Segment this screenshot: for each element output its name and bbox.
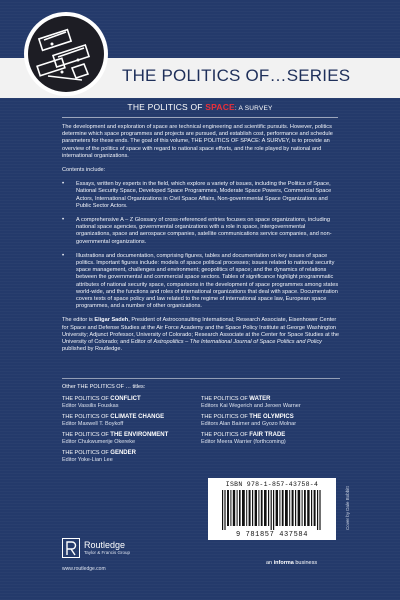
editor-name: Eligar Sadeh	[94, 317, 129, 324]
subtitle-highlight: SPACE	[205, 102, 235, 112]
series-logo-emblem	[22, 10, 110, 98]
title-editor: Editor Meera Warrier (forthcoming)	[201, 438, 286, 445]
contents-bullet: • A comprehensive A – Z Glossary of cross-referenced entries focuses on space organizations, including national space agencies, governmental organizations with a role in space, intergovernmental organizations, space and aerospace companies, satellite communications service companies, and non-governmental organizations.	[62, 217, 340, 246]
title-topic: THE ENVIRONMENT	[110, 432, 169, 438]
routledge-r-icon	[62, 538, 80, 558]
title-topic: FAIR TRADE	[249, 432, 286, 438]
title-editor: Editor Vassilis Fouskas	[62, 402, 119, 409]
editor-prefix: The editor is	[62, 317, 95, 324]
title-editor: Editor Chukwumerije Okereke	[62, 438, 136, 445]
title-entry	[201, 396, 340, 409]
editor-paragraph	[62, 317, 340, 353]
title-topic: THE OLYMPICS	[249, 414, 294, 420]
other-titles-columns	[62, 396, 340, 468]
publisher-group: Taylor & Francis Group	[84, 550, 131, 555]
title-topic: GENDER	[110, 450, 136, 456]
other-titles-section	[62, 378, 340, 481]
contents-label: Contents include:	[62, 167, 106, 174]
intro-paragraph: The development and exploration of space are technical engineering and scientific pursuits. However, politics determine which space programmes and projects are pursued, and establish cost, performance and schedule parameters for these ends. The goal of this volume, THE POLITICS OF SPACE: A SURVEY, is to provide an overview of the politics of space with regard to national space efforts, and the role played by national and international organizations.	[62, 124, 333, 159]
title-entry	[201, 432, 340, 445]
title-entry	[62, 396, 201, 409]
title-prefix: THE POLITICS OF	[62, 396, 111, 402]
title-editor: Editor Yoke-Lian Lee	[62, 456, 113, 463]
title-editor: Editor Maxwell T. Boykoff	[62, 420, 124, 427]
informa-brand: informa	[273, 560, 294, 566]
title-entry	[201, 414, 340, 427]
series-title: THE POLITICS OF…SERIES	[122, 66, 351, 85]
title-entry	[62, 450, 201, 463]
informa-suffix: business	[293, 560, 318, 566]
barcode-bars	[222, 490, 322, 530]
publisher-text	[84, 541, 130, 555]
subtitle-prefix: THE POLITICS OF	[127, 102, 206, 112]
cover-credit: Cover by Dale Bobbitt	[345, 486, 350, 530]
informa-business-mark	[266, 560, 317, 566]
contents-list	[62, 181, 340, 310]
title-prefix: THE POLITICS OF	[62, 450, 111, 456]
isbn-label: ISBN 978-1-857-43758-4	[225, 481, 319, 488]
title-prefix: THE POLITICS OF	[201, 432, 250, 438]
title-prefix: THE POLITICS OF	[201, 414, 250, 420]
description-block	[62, 124, 340, 360]
publisher-logo	[62, 538, 130, 558]
informa-prefix: an	[266, 560, 274, 566]
publisher-name: Routledge	[84, 540, 126, 550]
isbn-barcode	[208, 478, 336, 540]
barcode-digits: 9 781857 437584	[235, 531, 308, 539]
title-entry	[62, 414, 201, 427]
title-prefix: THE POLITICS OF	[62, 414, 111, 420]
editor-end: published by Routledge.	[62, 346, 123, 353]
title-editor: Editors Kai Wegerich and Jeroen Warner	[201, 402, 301, 409]
contents-bullet: • Illustrations and documentation, comprising figures, tables and documentation on key issues of space politics. Important figures include: models of space political processes; issues related to national security space management, challenges and environment; geopolitics of space; and the dynamics of relations between the governmental and commercial space sectors. Tables of significance highlight programmatic attributes of national security space, comparisons in the development of space programmes among states world-wide, and the functions and roles of international organizations that deal with space. Documentation covers texts of space policy and law related to the regime of international space law, European space programmes, and a number of other organizations.	[62, 253, 340, 311]
editor-journal: Astropolitics – The International Journal of Space Politics and Policy	[153, 339, 322, 346]
publisher-url[interactable]: www.routledge.com	[62, 566, 106, 572]
other-titles-right	[201, 396, 340, 468]
title-topic: CONFLICT	[110, 396, 141, 402]
title-prefix: THE POLITICS OF	[201, 396, 250, 402]
subtitle-suffix: : A SURVEY	[234, 105, 273, 112]
title-topic: CLIMATE CHANGE	[110, 414, 165, 420]
title-editor: Editors Alan Bairner and Gyozo Molnar	[201, 420, 297, 427]
other-titles-left	[62, 396, 201, 468]
title-entry	[62, 432, 201, 445]
title-prefix: THE POLITICS OF	[62, 432, 111, 438]
subtitle-divider	[62, 117, 338, 118]
editor-bio: , President of Astroconsulting International; Research Associate, Eisenhower Center for Space and Defense Studies at the Air Force Academy and the Space Policy Institute at George Washington University; Adjunct Professor, University of Colorado; Research Associate at the Center for Space Studies at the University of Colorado; and Editor of	[62, 317, 340, 346]
book-subtitle	[0, 102, 400, 112]
title-topic: WATER	[249, 396, 271, 402]
other-titles-heading: Other THE POLITICS OF … titles:	[62, 384, 146, 390]
contents-bullet: • Essays, written by experts in the field, which explore a variety of issues, including the Politics of Space, National Security Space, Developed Space Programmes, Moderate Space Powers, Commercial Space Actors, International Organizations in Civil Space Affairs, Non-governmental Space Organizations and Public Sector Actors.	[62, 181, 340, 210]
